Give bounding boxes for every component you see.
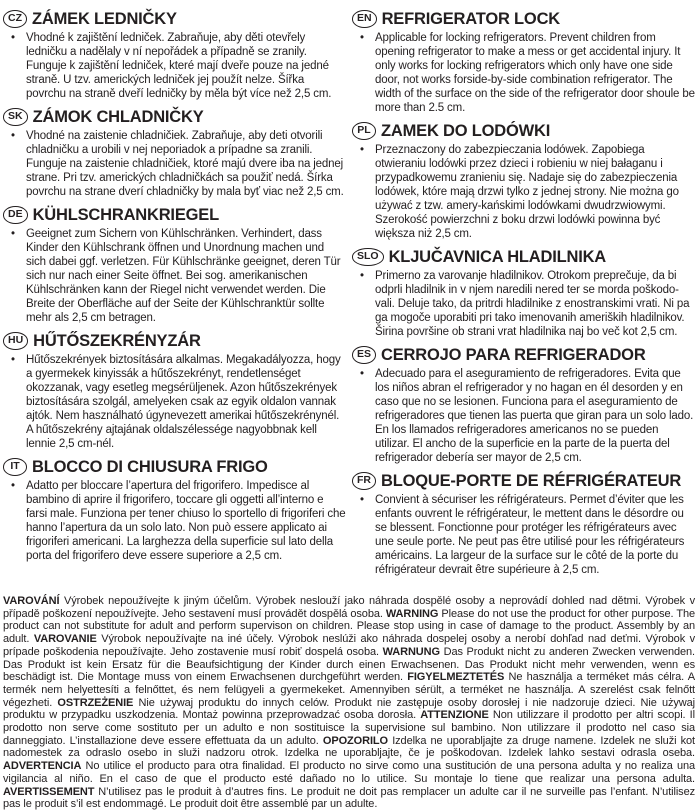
section-sk [3,106,346,199]
bullet-item [3,227,346,325]
section-title: REFRIGERATOR LOCK [381,9,560,28]
bullet-item [3,129,346,199]
right-column [352,8,695,582]
section-pl [352,120,695,241]
section-title: BLOQUE-PORTE DE RÉFRIGÉRATEUR [381,471,682,490]
bullet-item [352,493,695,577]
section-cz [3,8,346,101]
section-body: Adecuado para el aseguramiento de refrigeradores. Evita que los niños abran el refrigerador y no hagan en él desorden y en caso que no se lesionen. Funciona para el aseguramiento de refrigeradores que tienen las puerta que giran para un solo lado. En los llamados refrigeradores americanos no se pueden utilizar. El ancho de la superficie en la parte de la puerta del refrigerador debería ser mayor de 2,5 cm. [375,368,694,464]
section-en [352,8,695,115]
language-badge: SK [3,108,28,126]
section-hu [3,330,346,451]
section-header [352,120,695,142]
section-title: ZAMEK DO LODÓWKI [381,121,551,140]
bullet-icon: • [11,354,16,366]
bullet-icon: • [11,480,16,492]
bullet-item [3,479,346,563]
bullet-icon: • [11,130,16,142]
section-header [3,204,346,226]
section-title: BLOCCO DI CHIUSURA FRIGO [32,457,268,476]
section-de [3,204,346,325]
bullet-icon: • [360,368,365,380]
section-title: ZÁMOK CHLADNIČKY [32,107,204,126]
language-badge: PL [352,122,376,140]
section-header [3,106,346,128]
left-column [3,8,346,582]
section-body: Primerno za varovanje hladilnikov. Otrokom preprečuje, da bi odprli hladilnik in v njem naredili nered ter se morda poškodo-vali. Deluje tako, da pritrdi hladilnike z enostranskimi vrati. Ni pa ga mogoče uporabiti pri tako imenovanih ameriških hladilnikov. Širina površine ob strani vrat hladilnika naj bo več kot 2,5 cm. [375,270,690,338]
bullet-icon: • [11,228,16,240]
section-body: Convient à sécuriser les réfrigérateurs. Permet d’éviter que les enfants ouvrent le réfrigérateur, le mettent dans le désordre ou se blessent. Fonctionne pour protéger les réfrigérateurs avec une seule porte. Ne peut pas être utilisé pour les réfrigérateurs américains. La largeur de la surface sur le côté de la porte du réfrigérateur devrait être supérieure à 2,5 cm. [375,494,685,576]
section-es [352,344,695,465]
section-body: Vhodné k zajištění ledniček. Zabraňuje, aby děti otevřely ledničku a nadělaly v ní nepořádek a případně se zranily. Funguje k zajištění ledniček, které mají dveře pouze na jedné straně. U tzv. amerických ledniček jej použít nelze. Šířka povrchu na straně dveří ledničky by měla být více než 2,5 cm. [26,32,332,100]
section-header [3,456,346,478]
section-title: CERROJO PARA REFRIGERADOR [381,345,646,364]
language-badge: IT [3,458,27,476]
bullet-icon: • [360,494,365,506]
section-title: HŰTŐSZEKRÉNYZÁR [33,331,201,350]
section-title: KÜHLSCHRANKRIEGEL [32,205,219,224]
warning-paragraph: VAROVÁNÍ Výrobek nepoužívejte k jiným účelům. Výrobek neslouží jako náhrada dospělé osoby a neprovádí dohled nad dětmi. Výrobek v případě poškození nepoužívejte. Jeho sestavení musí provádět dospělá osoba. WARNING Please do not use the product for other purpose. The product can not substitute for adult and perform supervison on children. Please stop using in case of damage to the product. Assembly by an adult. VAROVANIE Výrobok nepoužívajte na iné účely. Výrobok neslúži ako náhrada dospelej osoby a nerobí dohľad nad deťmi. Výrobok v prípade poškodenia nepoužívajte. Jeho zostavenie musí robiť dospelá osoba. WARNUNG Das Produkt nicht zu anderen Zwecken verwenden. Das Produkt ist kein Ersatz für die Beaufsichtigung der Kinder durch einen Erwachsenen. Das Produkt nicht mehr verwenden, wenn es beschädigt ist. Die Montage muss von einem Erwachsenen durchgeführt werden. FIGYELMEZTETÉS Ne használja a terméket más célra. A termék nem helyettesíti a felnőttet, és nem felügyeli a gyermekeket. Amennyiben sérült, a terméket ne használja. A szerelést csak felnőtt végezheti. OSTRZEŻENIE Nie używaj produktu do innych celów. Produkt nie zastępuje osoby dorosłej i nie nadzoruje dzieci. Nie używaj produktu w przypadku uszkodzenia. Montaż powinna przeprowadzać osoba dorosła. ATTENZIONE Non utilizzare il prodotto per altri scopi. Il prodotto non serve come sostituto per un adulto e non sostituisce la supervisione sul bambino. Non utilizzare il prodotto nel caso sia danneggiato. L’installazione deve essere effettuata da un adulto. OPOZORILO Izdelka ne uporabljajte za druge namene. Izdelek ne služi kot nadomestek za odraslo osebo in služi nadzoru otrok. Izdelka ne uporabljajte, če je poškodovan. Izdelek lahko sestavi odrasla oseba. ADVERTENCIA No utilice el producto para otra finalidad. El producto no sirve como una sustitución de una persona adulta y no realiza una vigilancia al niño. En el caso de que el producto esté dañado no lo utilice. Su montaje lo tiene que realizar una persona adulta. AVERTISSEMENT N’utilisez pas le produit à d’autres fins. Le produit ne doit pas remplacer un adulte car il ne surveille pas l’enfant. N’utilisez pas le produit s’il est endommagé. Le produit doit être assemblé par un adulte. [3,595,696,811]
bullet-item [3,31,346,101]
language-badge: HU [3,332,28,350]
language-badge: FR [352,472,376,490]
section-header [352,344,695,366]
section-it [3,456,346,563]
bullet-item [3,353,346,451]
section-header [352,246,695,268]
section-slo [352,246,695,339]
section-header [352,470,695,492]
section-header [3,330,346,352]
section-fr [352,470,695,577]
language-badge: CZ [3,10,27,28]
bullet-icon: • [360,144,365,156]
section-header [3,8,346,30]
bullet-icon: • [360,270,365,282]
bullet-icon: • [11,32,16,44]
bullet-item [352,143,695,241]
bullet-item [352,31,695,115]
section-title: ZÁMEK LEDNIČKY [32,9,177,28]
language-badge: DE [3,206,28,224]
section-body: Hűtőszekrények biztosítására alkalmas. Megakadályozza, hogy a gyermekek kinyissák a hűtőszekrényt, rendetlenséget okozzanak, vagy esetleg megsérüljenek. Azon hűtőszekrények biztosítására szolgál, amelyeken csak az egyik oldalon vannak ajtók. Nem használható úgynevezett amerikai hűtőszekrénynél. A hűtőszekrény ajtajának oldalszélessége nagyobbnak kell lennie 2,5 cm-nél. [26,354,341,450]
language-badge: ES [352,346,376,364]
section-body: Przeznaczony do zabezpieczania lodówek. Zapobiega otwieraniu lodówki przez dzieci i robieniu w niej bałaganu i przypadkowemu zranieniu się. Nadaje się do zabezpieczenia lodówek, które mają drzwi tylko z jednej strony. Nie można go używać z tzw. amery-kańskimi lodówkami dwudrzwiowymi. Szerokość powierzchni z boku drzwi lodówki powinna być większa niż 2,5 cm. [375,144,679,240]
section-body: Applicable for locking refrigerators. Prevent children from opening refrigerator to make a mess or get accidental injury. It only works for locking refrigerators which only have one side door, not works forside-by-side combination refrigerator. The width of the surface on the side of the refrigerator door shoule be more than 2.5 cm. [375,32,695,114]
bullet-item [352,367,695,465]
section-body: Adatto per bloccare l’apertura del frigorifero. Impedisce al bambino di aprire il frigorifero, toccare gli oggetti all’interno e farsi male. Funziona per tener chiuso lo sportello di frigoriferi che hanno l’apertura da un solo lato. Non può essere applicato ai frigoriferi americani. La larghezza della superficie sul lato della porta del frigorifero deve essere superiore a 2,5 cm. [26,480,346,562]
section-header [352,8,695,30]
section-body: Geeignet zum Sichern von Kühlschränken. Verhindert, dass Kinder den Kühlschrank öffnen und Unordnung machen und sich dabei ggf. verletzen. Für Kühlschränke geeignet, deren Tür sich nur nach einer Seite öffnet. Bei sog. amerikanischen Kühlschränken kann der Riegel nicht verwendet werden. Die Breite der Oberfläche auf der Seite der Kühlschranktür sollte mehr als 2,5 cm betragen. [26,228,341,324]
bullet-item [352,269,695,339]
section-title: KLJUČAVNICA HLADILNIKA [388,247,607,266]
section-body: Vhodné na zaistenie chladničiek. Zabraňuje, aby deti otvorili chladničku a urobili v nej neporiadok a prípadne sa zranili. Funguje na zaistenie chladničiek, ktoré majú dvere iba na jednej strane. Pri tzv. amerických chladničkách sa použiť nedá. Šírka povrchu na strane dverí chladničky by mala byť viac než 2,5 cm. [26,130,344,198]
bullet-icon: • [360,32,365,44]
language-badge: SLO [352,248,384,266]
language-badge: EN [352,10,377,28]
